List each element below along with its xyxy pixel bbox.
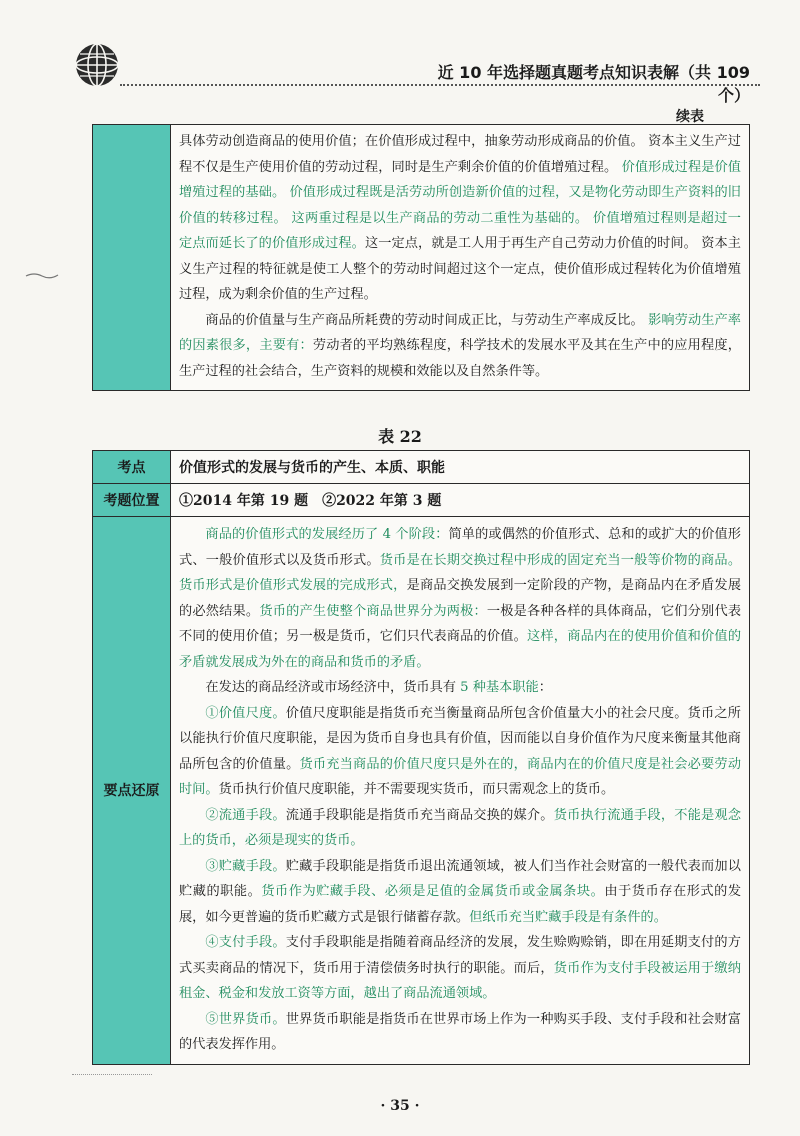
highlighted-text: 价值形成过程是价值增殖过程的基础。 价值形成过程既是活劳动所创造新价值的过程，又是物化劳动即生产资料的旧价值的转移过程。 这两重过程是以生产商品的劳动二重性为基础的。 价值增殖过程则是超过一定点而延长了的价值形成过程。 [179,159,741,251]
points-text [179,522,741,1058]
highlighted-text: 货币作为支付手段被运用于缴纳租金、税金和发放工资等方面，越出了商品流通领域。 [179,960,741,1001]
table-22 [92,450,750,1065]
highlighted-text: 货币形式是价值形式发展的完成形式， [179,578,407,593]
paragraph [179,1007,741,1058]
points-label: 要点还原 [93,517,171,1065]
body-text: 支付手段职能是指随着商品经济的发展，发生赊购赊销，即在用延期支付的方式买卖商品的情况下，货币用于清偿债务时执行的职能。而后， [179,935,741,976]
continued-table-label-cell [93,125,171,391]
table-title: 表 22 [378,427,422,446]
highlighted-text: 货币是在长期交换过程中形成的固定充当一般等价物的商品。 [379,552,742,568]
paragraph [179,854,741,931]
body-text: 具体劳动创造商品的使用价值；在价值形成过程中，抽象劳动形成商品的价值。 资本主义生产过程不仅是生产使用价值的劳动过程，同时是生产剩余价值的价值增殖过程。 [179,134,741,175]
footer-rule [72,1074,152,1075]
page-number: · 35 · [380,1098,420,1114]
body-text: 价值尺度职能是指货币充当衡量商品所包含价值量大小的社会尺度。货币之所以能执行价值尺度职能，是因为货币自身也具有价值，因而能以自身价值作为尺度来衡量其他商品所包含的价值量。 [179,705,741,772]
body-text: 简单的或偶然的价值形式、总和的或扩大的价值形式、一般价值形式以及货币形式。 [179,527,741,568]
body-text: 是商品交换发展到一定阶段的产物，是商品内在矛盾发展的必然结果。 [179,578,742,619]
continued-table-content [171,125,750,391]
body-text: 劳动者的平均熟练程度，科学技术的发展水平及其在生产中的应用程度，生产过程的社会结合，生产资料的规模和效能以及自然条件等。 [179,338,741,379]
continued-table [92,124,750,391]
paragraph [179,308,741,385]
continued-label: 续表 [676,109,704,125]
highlighted-text: ④支付手段。 [205,935,286,950]
highlighted-text: 5 种基本职能 [460,680,539,695]
paragraph [179,930,741,1007]
paragraph [179,701,741,803]
highlighted-text: 货币执行流通手段，不能是观念上的货币，必须是现实的货币。 [179,807,742,848]
highlighted-text: 这样，商品内在的使用价值和价值的矛盾就发展成为外在的商品和货币的矛盾。 [179,629,742,670]
body-text: 世界货币职能是指货币在世界市场上作为一种购买手段、支付手段和社会财富的代表发挥作用。 [179,1011,741,1052]
body-text: 这一定点，就是工人用于再生产自己劳动力价值的时间。 资本主义生产过程的特征就是使工人整个的劳动时间超过这个一定点，使价值形成过程转化为价值增殖过程，成为剩余价值的生产过程。 [179,236,741,302]
body-text: 由于货币存在形式的发展，如今更普遍的货币贮藏方式是银行储蓄存款。 [179,884,742,925]
highlighted-text: 商品的价值形式的发展经历了 4 个阶段： [205,527,449,542]
highlighted-text: 货币充当商品的价值尺度只是外在的，商品内在的价值尺度是社会必要劳动时间。 [179,756,742,797]
topic-label: 考点 [93,451,171,484]
body-text: 贮藏手段职能是指货币退出流通领域，被人们当作社会财富的一般代表而加以贮藏的职能。 [179,858,741,899]
body-text: ： [538,680,552,695]
points-content [171,517,750,1065]
position-label: 考题位置 [93,484,171,517]
topic-value: 价值形式的发展与货币的产生、本质、职能 [171,451,750,484]
highlighted-text: ⑤世界货币。 [205,1011,286,1027]
body-text: 货币执行价值尺度职能，并不需要现实货币，而只需观念上的货币。 [218,782,615,797]
highlighted-text: ①价值尺度。 [205,705,286,721]
highlighted-text: 但纸币充当贮藏手段是有条件的。 [469,909,667,925]
paragraph [179,129,741,308]
paragraph [179,803,741,854]
paragraph [179,675,741,701]
continued-text [179,129,741,384]
highlighted-text: 货币作为贮藏手段、必须是足值的金属货币或金属条块。 [261,884,605,899]
position-value: ①2014 年第 19 题 ②2022 年第 3 题 [171,484,750,517]
body-text: 在发达的商品经济或市场经济中，货币具有 [205,680,461,695]
header-divider [120,84,760,86]
margin-mark-icon [24,268,60,282]
body-text: 一极是各种各样的具体商品，它们分别代表不同的使用价值；另一极是货币，它们只代表商品的价值。 [179,603,742,644]
header-title: 近 10 年选择题真题考点知识表解（共 109 个） [437,63,750,105]
highlighted-text: ③贮藏手段。 [205,858,286,874]
highlighted-text: ②流通手段。 [205,807,286,823]
paragraph [179,522,741,675]
globe-logo-icon [74,42,120,88]
highlighted-text: 货币的产生使整个商品世界分为两极： [259,603,487,619]
highlighted-text: 影响劳动生产率的因素很多，主要有： [179,312,741,353]
body-text: 商品的价值量与生产商品所耗费的劳动时间成正比，与劳动生产率成反比。 [205,312,649,328]
body-text: 流通手段职能是指货币充当商品交换的媒介。 [285,807,554,823]
